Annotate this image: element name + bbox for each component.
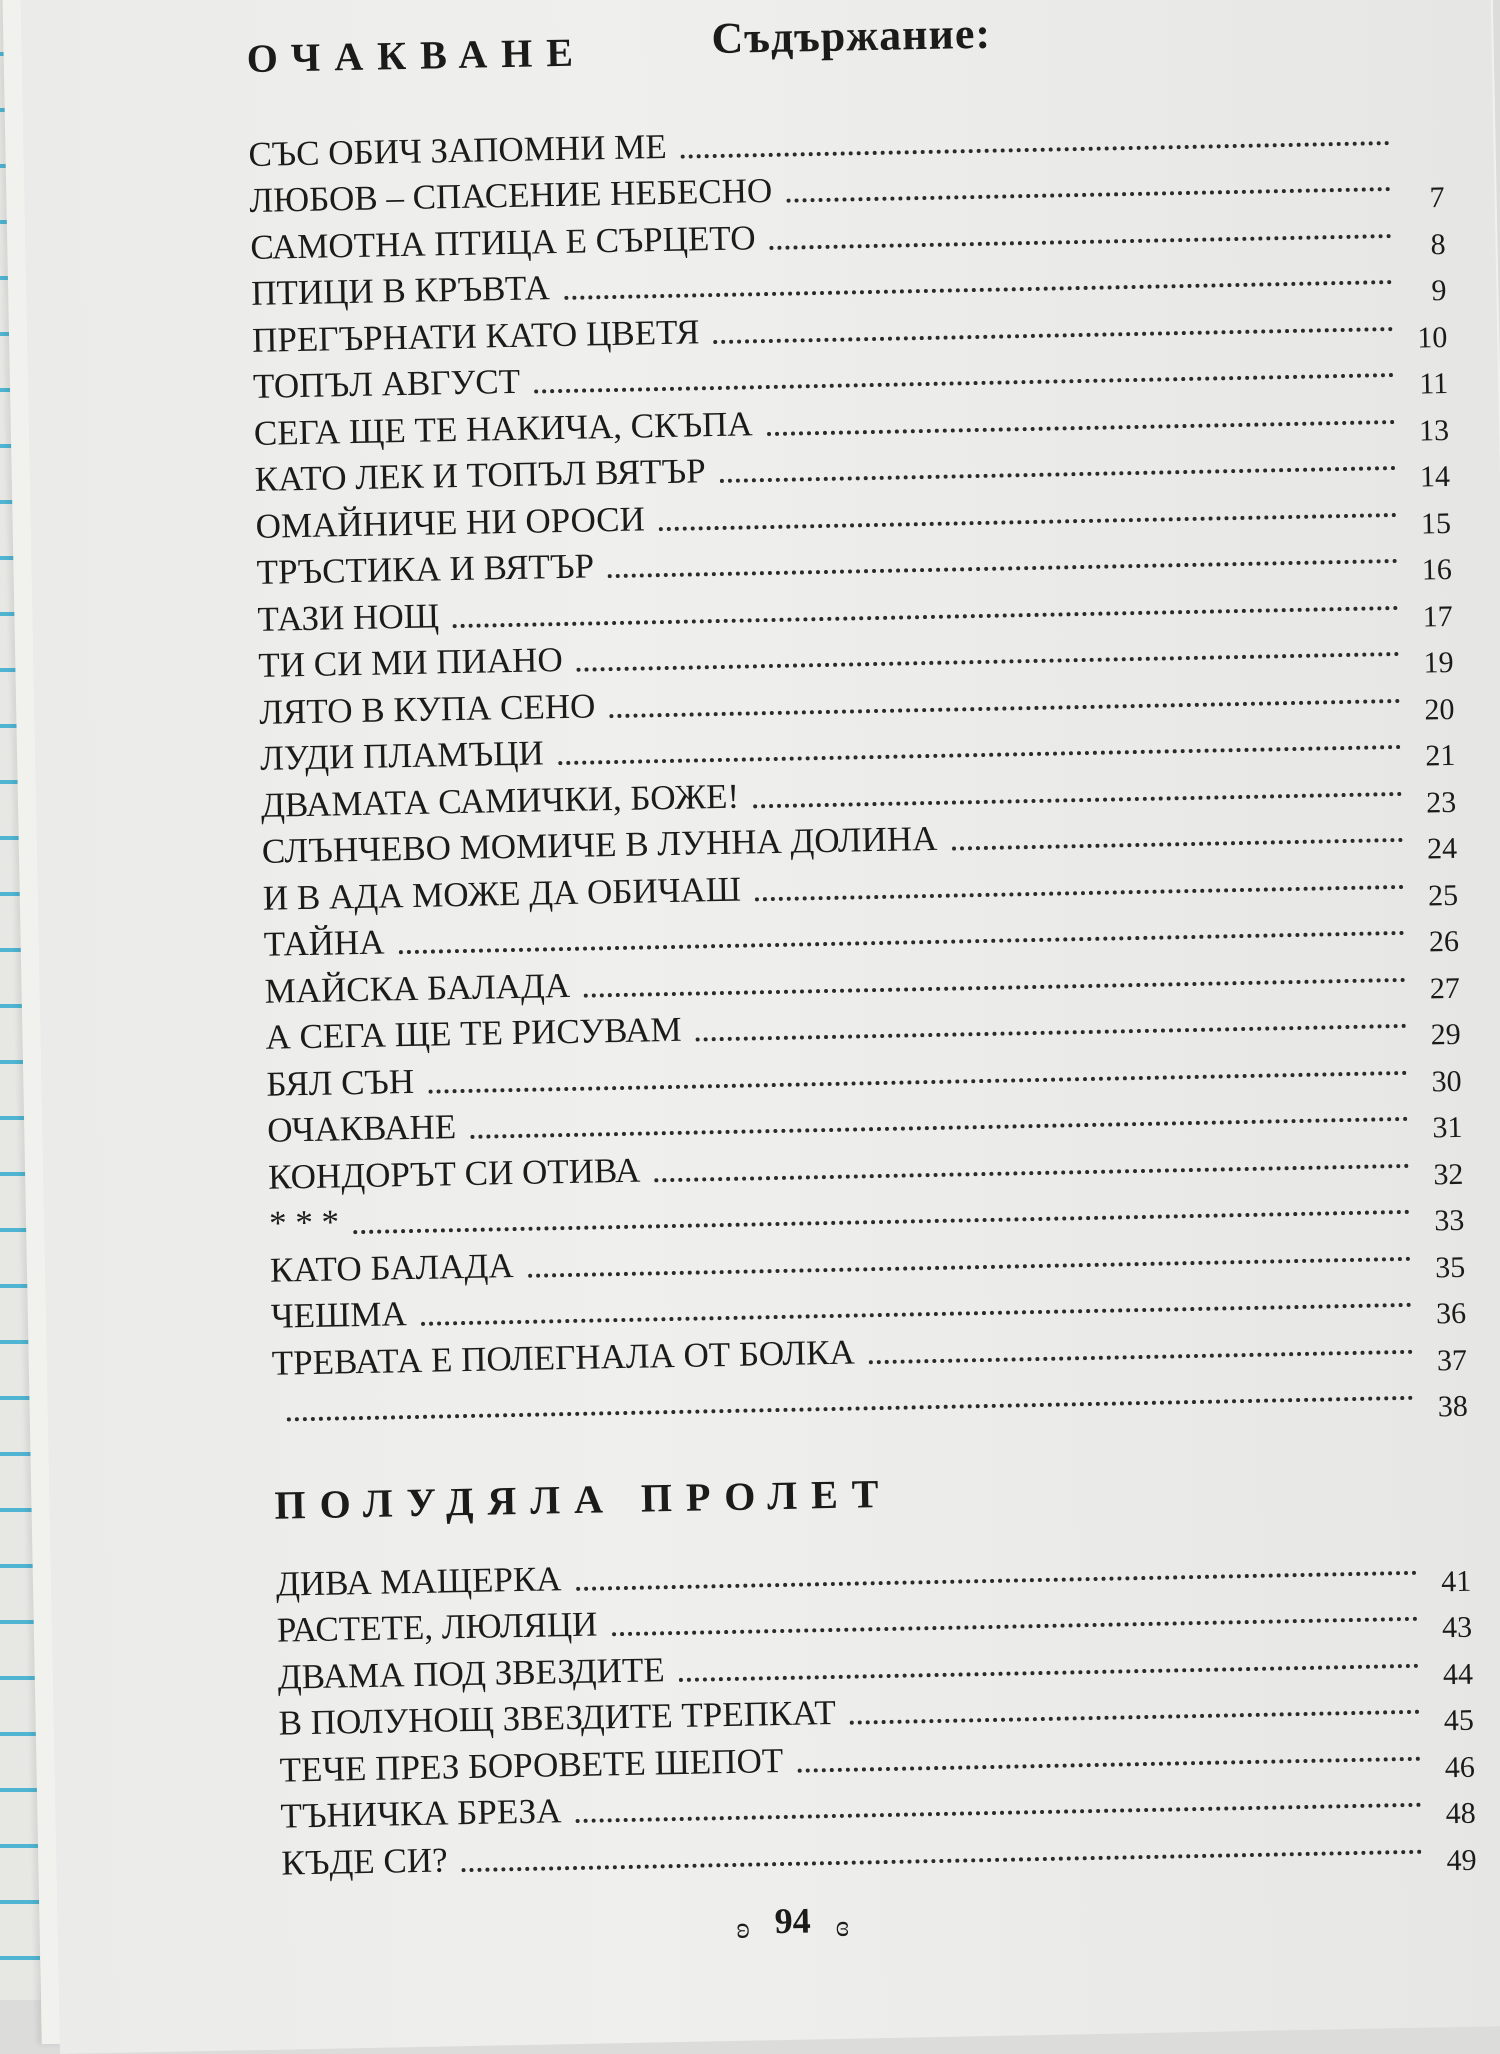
page-number: 94	[774, 1900, 811, 1941]
toc-entry-title: РАСТЕТЕ, ЛЮЛЯЦИ	[277, 1604, 612, 1650]
toc-entry-page: 27	[1405, 968, 1460, 1009]
toc-entry-page: 19	[1399, 643, 1454, 684]
toc-entry-page: 9	[1392, 271, 1447, 312]
toc-entry-title: ДВАМАТА САМИЧКИ, БОЖЕ!	[261, 776, 754, 825]
toc-entry-title: ОЧАКВАНЕ	[267, 1107, 471, 1151]
toc-entry-page: 16	[1397, 550, 1452, 591]
toc-entry-page: 29	[1406, 1015, 1461, 1056]
toc-entry-title: ТОПЪЛ АВГУСТ	[253, 362, 535, 407]
toc-entry-page: 26	[1405, 922, 1460, 963]
toc-entry-title: ТЕЧЕ ПРЕЗ БОРОВЕТЕ ШЕПОТ	[279, 1740, 797, 1790]
toc-entry-title: ДВАМА ПОД ЗВЕЗДИТЕ	[277, 1649, 679, 1697]
toc-entry-title: ПТИЦИ В КРЪВТА	[251, 268, 564, 314]
toc-entry-page: 44	[1419, 1654, 1474, 1695]
toc-list-ochakvane	[248, 105, 1468, 1430]
toc-entry-title: ЛЯТО В КУПА СЕНО	[259, 686, 610, 733]
toc-entry-title: СЪС ОБИЧ ЗАПОМНИ МЕ	[248, 126, 681, 174]
toc-entry-title: КАТО ЛЕК И ТОПЪЛ ВЯТЪР	[254, 451, 720, 500]
toc-entry-title: ТАЗИ НОЩ	[257, 596, 453, 640]
toc-entry-title: ТРЕВАТА Е ПОЛЕГНАЛА ОТ БОЛКА	[271, 1332, 869, 1383]
toc-entry-page: 46	[1420, 1747, 1475, 1788]
toc-entry-page: 35	[1411, 1247, 1466, 1288]
toc-entry-page: 48	[1421, 1794, 1476, 1835]
toc-entry-page: 43	[1418, 1608, 1473, 1649]
toc-entry-title: КАТО БАЛАДА	[270, 1245, 528, 1290]
toc-entry-page: 32	[1409, 1154, 1464, 1195]
toc-entry-title: ТАЙНА	[263, 922, 398, 965]
toc-entry-title: ПРЕГЪРНАТИ КАТО ЦВЕТЯ	[252, 312, 714, 361]
section-title-ochakvane: ОЧАКВАНЕ	[246, 28, 587, 82]
toc-dot-leader	[287, 1396, 1414, 1422]
toc-entry-title: А СЕГА ЩЕ ТЕ РИСУВАМ	[265, 1010, 696, 1058]
toc-entry-title: И В АДА МОЖЕ ДА ОБИЧАШ	[262, 869, 755, 918]
toc-entry-page: 11	[1394, 364, 1449, 405]
toc-entry-title: САМОТНА ПТИЦА Е СЪРЦЕТО	[250, 217, 770, 267]
toc-entry-title: КЪДЕ СИ?	[281, 1840, 462, 1883]
toc-entry-page: 15	[1397, 503, 1452, 544]
section-title-poludyala-prolet: ПОЛУДЯЛА ПРОЛЕТ	[274, 1470, 893, 1529]
toc-entry-title: ЛЮБОВ – СПАСЕНИЕ НЕБЕСНО	[249, 171, 786, 221]
toc-entry-title: ТРЪСТИКА И ВЯТЪР	[256, 546, 608, 593]
toc-entry-title: КОНДОРЪТ СИ ОТИВА	[268, 1150, 655, 1197]
toc-entry-title: БЯЛ СЪН	[266, 1061, 428, 1104]
toc-entry-page: 37	[1413, 1340, 1468, 1381]
toc-entry-page: 23	[1402, 782, 1457, 823]
toc-entry-title: ЛУДИ ПЛАМЪЦИ	[260, 733, 558, 779]
toc-entry-page: 13	[1395, 410, 1450, 451]
toc-entry-title: ТИ СИ МИ ПИАНО	[258, 640, 577, 686]
toc-dot-leader	[462, 1849, 1423, 1871]
toc-dot-leader	[952, 838, 1403, 851]
toc-entry-page: 45	[1419, 1701, 1474, 1742]
ornament-left-icon: ʚ	[720, 1911, 766, 1945]
toc-entry-title: * * *	[269, 1202, 354, 1244]
toc-entry-page: 10	[1393, 317, 1448, 358]
toc-entry-title: В ПОЛУНОЩ ЗВЕЗДИТЕ ТРЕПКАТ	[278, 1693, 850, 1744]
ornament-right-icon: ɞ	[819, 1909, 865, 1943]
toc-entry-page: 8	[1391, 224, 1446, 265]
toc-entry-title: МАЙСКА БАЛАДА	[264, 965, 584, 1011]
toc-entry-title: ЧЕШМА	[271, 1294, 422, 1337]
toc-entry-page: 25	[1404, 875, 1459, 916]
toc-entry-page: 36	[1412, 1294, 1467, 1335]
toc-entry-page: 7	[1390, 178, 1445, 219]
toc-entry-title: СЕГА ЩЕ ТЕ НАКИЧА, СКЪПА	[254, 404, 767, 454]
page-footer	[57, 1886, 1500, 1956]
toc-list-poludyala-prolet	[276, 1535, 1477, 1883]
toc-entry-page: 24	[1403, 829, 1458, 870]
toc-dot-leader	[869, 1349, 1413, 1363]
toc-entry-page: 21	[1401, 736, 1456, 777]
toc-entry-title: ТЪНИЧКА БРЕЗА	[280, 1791, 576, 1837]
toc-entry-page: 49	[1422, 1840, 1477, 1881]
toc-entry-title: ДИВА МАЩЕРКА	[276, 1558, 576, 1604]
book-page	[20, 0, 1500, 2054]
toc-entry-page: 41	[1417, 1561, 1472, 1602]
toc-entry-page: 14	[1396, 457, 1451, 498]
toc-entry-page: 17	[1398, 596, 1453, 637]
toc-entry-title: СЛЪНЧЕВО МОМИЧЕ В ЛУННА ДОЛИНА	[262, 819, 952, 872]
toc-entry-page: 33	[1410, 1201, 1465, 1242]
toc-entry-page: 30	[1407, 1061, 1462, 1102]
toc-entry-page: 20	[1400, 689, 1455, 730]
page-title: Съдържание:	[711, 8, 992, 64]
toc-entry-page: 31	[1408, 1108, 1463, 1149]
toc-entry-page: 38	[1413, 1387, 1468, 1428]
toc-entry-title: ОМАЙНИЧЕ НИ ОРОСИ	[255, 499, 659, 547]
